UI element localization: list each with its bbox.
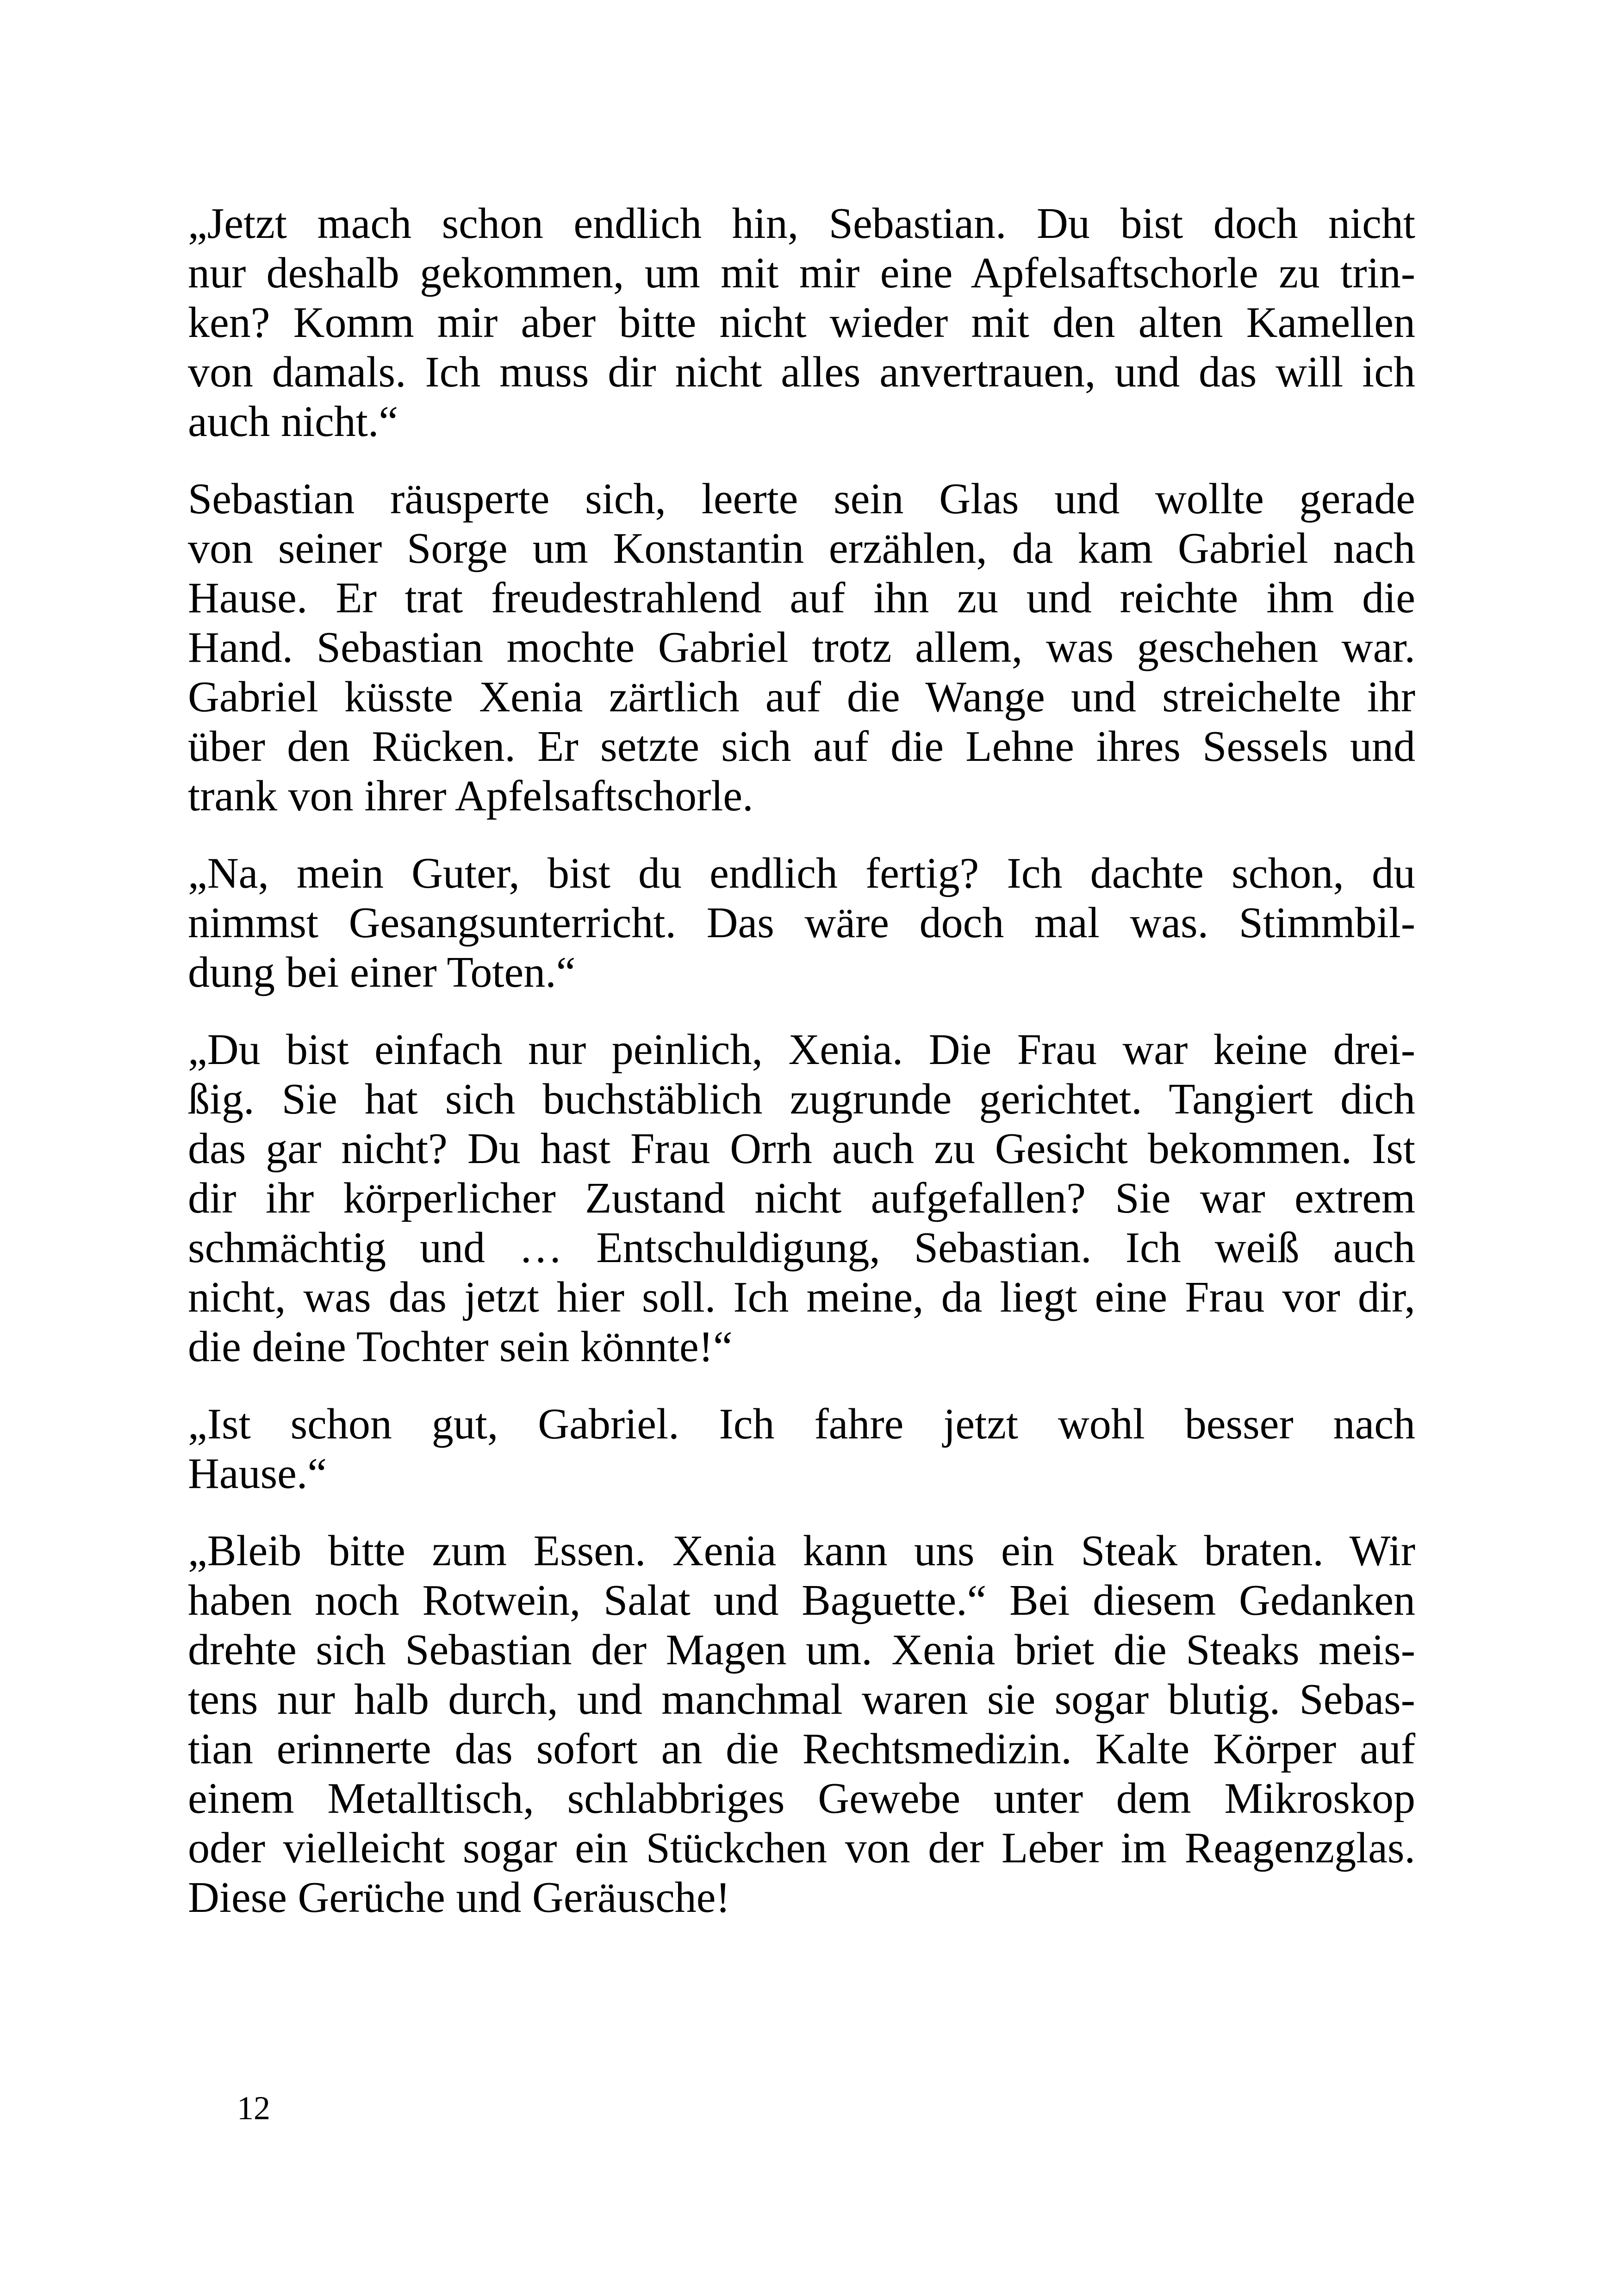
text-line: nicht, was das jetzt hier soll. Ich meine, da liegt eine Frau vor dir, xyxy=(188,1273,1415,1321)
text-line: ßig. Sie hat sich buchstäblich zugrunde gerichtet. Tangiert dich xyxy=(188,1075,1415,1123)
text-line: nimmst Gesangsunterricht. Das wäre doch mal was. Stimmbil- xyxy=(188,899,1415,947)
paragraph-1 xyxy=(188,199,1415,447)
text-line: trank von ihrer Apfelsaftschorle. xyxy=(188,772,753,820)
paragraph-4 xyxy=(188,1025,1415,1372)
paragraph-5 xyxy=(188,1400,1415,1499)
text-line: ken? Komm mir aber bitte nicht wieder mit den alten Kamellen xyxy=(188,299,1415,347)
text-line: haben noch Rotwein, Salat und Baguette.“ Bei diesem Gedanken xyxy=(188,1576,1415,1624)
text-line: das gar nicht? Du hast Frau Orrh auch zu Gesicht bekommen. Ist xyxy=(188,1125,1415,1173)
text-line: Hand. Sebastian mochte Gabriel trotz allem, was geschehen war. xyxy=(188,623,1415,672)
text-line: „Ist schon gut, Gabriel. Ich fahre jetzt wohl besser nach xyxy=(188,1400,1415,1448)
text-line: dung bei einer Toten.“ xyxy=(188,948,576,996)
text-line: Hause. Er trat freudestrahlend auf ihn zu und reichte ihm die xyxy=(188,574,1415,622)
text-line: Diese Gerüche und Geräusche! xyxy=(188,1873,730,1922)
text-line: drehte sich Sebastian der Magen um. Xenia briet die Steaks meis- xyxy=(188,1626,1415,1674)
text-line: auch nicht.“ xyxy=(188,398,398,446)
text-line: von damals. Ich muss dir nicht alles anvertrauen, und das will ich xyxy=(188,348,1415,396)
paragraph-3 xyxy=(188,849,1415,997)
paragraph-6 xyxy=(188,1526,1415,1923)
text-line: schmächtig und … Entschuldigung, Sebastian. Ich weiß auch xyxy=(188,1224,1415,1272)
page-number: 12 xyxy=(237,2090,270,2127)
body-text xyxy=(188,199,1415,1950)
text-line: „Na, mein Guter, bist du endlich fertig? Ich dachte schon, du xyxy=(188,849,1415,897)
text-line: „Du bist einfach nur peinlich, Xenia. Die Frau war keine drei- xyxy=(188,1026,1415,1074)
text-line: einem Metalltisch, schlabbriges Gewebe unter dem Mikroskop xyxy=(188,1774,1415,1823)
text-line: die deine Tochter sein könnte!“ xyxy=(188,1323,733,1371)
text-line: Hause.“ xyxy=(188,1450,327,1498)
text-line: dir ihr körperlicher Zustand nicht aufgefallen? Sie war extrem xyxy=(188,1174,1415,1222)
text-line: über den Rücken. Er setzte sich auf die Lehne ihres Sessels und xyxy=(188,722,1415,771)
text-line: von seiner Sorge um Konstantin erzählen, da kam Gabriel nach xyxy=(188,524,1415,572)
text-line: „Bleib bitte zum Essen. Xenia kann uns ein Steak braten. Wir xyxy=(188,1527,1415,1575)
text-line: Gabriel küsste Xenia zärtlich auf die Wange und streichelte ihr xyxy=(188,673,1415,721)
text-line: tian erinnerte das sofort an die Rechtsmedizin. Kalte Körper auf xyxy=(188,1725,1415,1773)
paragraph-2 xyxy=(188,474,1415,821)
text-line: oder vielleicht sogar ein Stückchen von der Leber im Reagenzglas. xyxy=(188,1824,1415,1872)
text-line: „Jetzt mach schon endlich hin, Sebastian. Du bist doch nicht xyxy=(188,199,1415,248)
text-line: tens nur halb durch, und manchmal waren sie sogar blutig. Sebas- xyxy=(188,1675,1415,1724)
text-line: Sebastian räusperte sich, leerte sein Glas und wollte gerade xyxy=(188,475,1415,523)
text-line: nur deshalb gekommen, um mit mir eine Apfelsaftschorle zu trin- xyxy=(188,249,1415,297)
